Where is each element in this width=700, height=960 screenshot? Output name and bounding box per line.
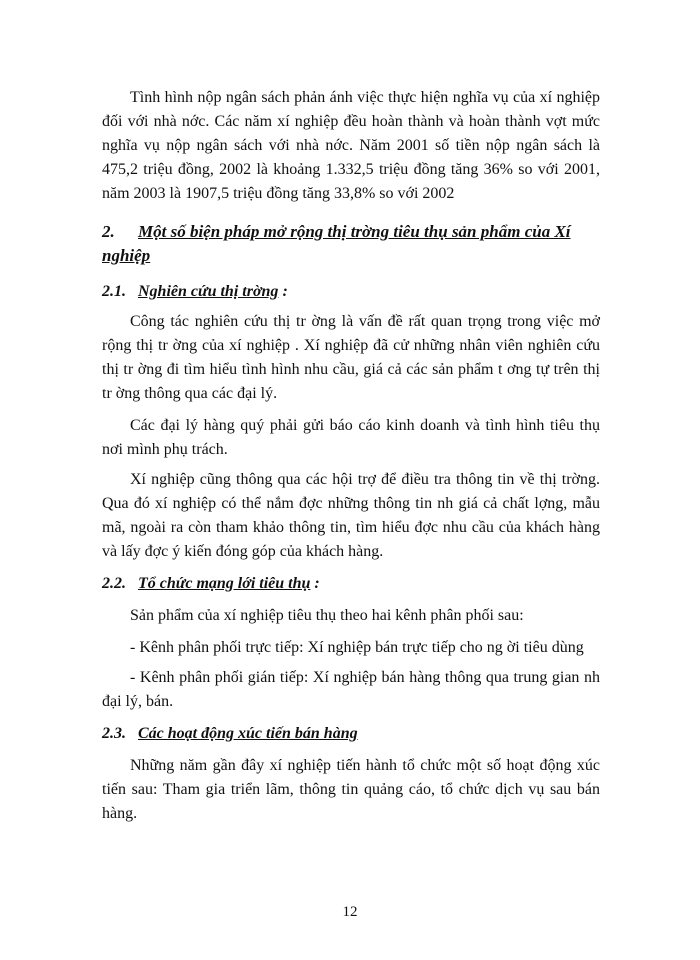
direct-channel-item: - Kênh phân phối trực tiếp: Xí nghiệp bán trực tiếp cho ng ời tiêu dùng — [130, 639, 584, 656]
indirect-channel-item: - Kênh phân phối gián tiếp: Xí nghiệp bán hàng thông qua trung gian nh đại lý, bán. — [102, 669, 600, 710]
promotion-paragraph: Những năm gần đây xí nghiệp tiến hành tổ chức một số hoạt động xúc tiến sau: Tham gia triển lãm, thông tin quảng cáo, tổ chức dịch vụ sau bán hàng. — [102, 757, 600, 822]
section-2-number: 2. — [102, 222, 115, 241]
intro-paragraph: Tình hình nộp ngân sách phản ánh việc thực hiện nghĩa vụ của xí nghiệp đối với nhà nớc. Các năm xí nghiệp đều hoàn thành và hoàn thành vợt mức nghĩa vụ nộp ngân sách với nhà nớc. Năm 2001 số tiền nộp ngân sách là 475,2 triệu đồng, 2002 là khoảng 1.332,5 triệu đồng tăng 36% so với 2001, năm 2003 là 1907,5 triệu đồng tăng 33,8% so với 2002 — [102, 89, 600, 202]
section-2-2-title: Tổ chức mạng lới tiêu thụ — [138, 575, 311, 592]
section-2-1-heading — [102, 280, 600, 304]
section-2-2-number: 2.2. — [102, 575, 126, 592]
section-2-3-title: Các hoạt động xúc tiến bán hàng — [138, 725, 358, 742]
distribution-intro: Sản phẩm của xí nghiệp tiêu thụ theo hai kênh phân phối sau: — [130, 607, 524, 624]
section-2-title: Một số biện pháp mở rộng thị trờng tiêu thụ sản phẩm của Xí nghiệp — [102, 222, 571, 265]
section-2-1-number: 2.1. — [102, 283, 126, 300]
market-research-paragraph-2: Các đại lý hàng quý phải gửi báo cáo kinh doanh và tình hình tiêu thụ nơi mình phụ trách. — [102, 417, 600, 458]
section-2-3-heading — [102, 722, 600, 746]
page-number: 12 — [342, 904, 358, 920]
section-2-1-title: Nghiên cứu thị trờng — [138, 283, 279, 300]
market-research-paragraph-1: Công tác nghiên cứu thị tr ờng là vấn đề rất quan trọng trong việc mở rộng thị tr ờng của xí nghiệp . Xí nghiệp đã cử những nhân viên nghiên cứu thị tr ờng đi tìm hiểu tình hình nhu cầu, giá cả các sản phẩm t ơng tự trên thị tr ờng thông qua các đại lý. — [102, 313, 600, 402]
section-2-2-suffix: : — [310, 575, 320, 592]
section-2-3-number: 2.3. — [102, 725, 126, 742]
section-2-heading — [102, 220, 600, 268]
market-research-paragraph-3: Xí nghiệp cũng thông qua các hội trợ để điều tra thông tin về thị trờng. Qua đó xí nghiệp có thể nắm đợc những thông tin nh giá cả chất lợng, mẫu mã, ngoài ra còn tham khảo thông tin, tìm hiểu đợc nhu cầu của khách hàng và lấy đợc ý kiến đóng góp của khách hàng. — [102, 471, 600, 560]
section-2-2-heading — [102, 572, 600, 596]
section-2-1-suffix: : — [278, 283, 288, 300]
